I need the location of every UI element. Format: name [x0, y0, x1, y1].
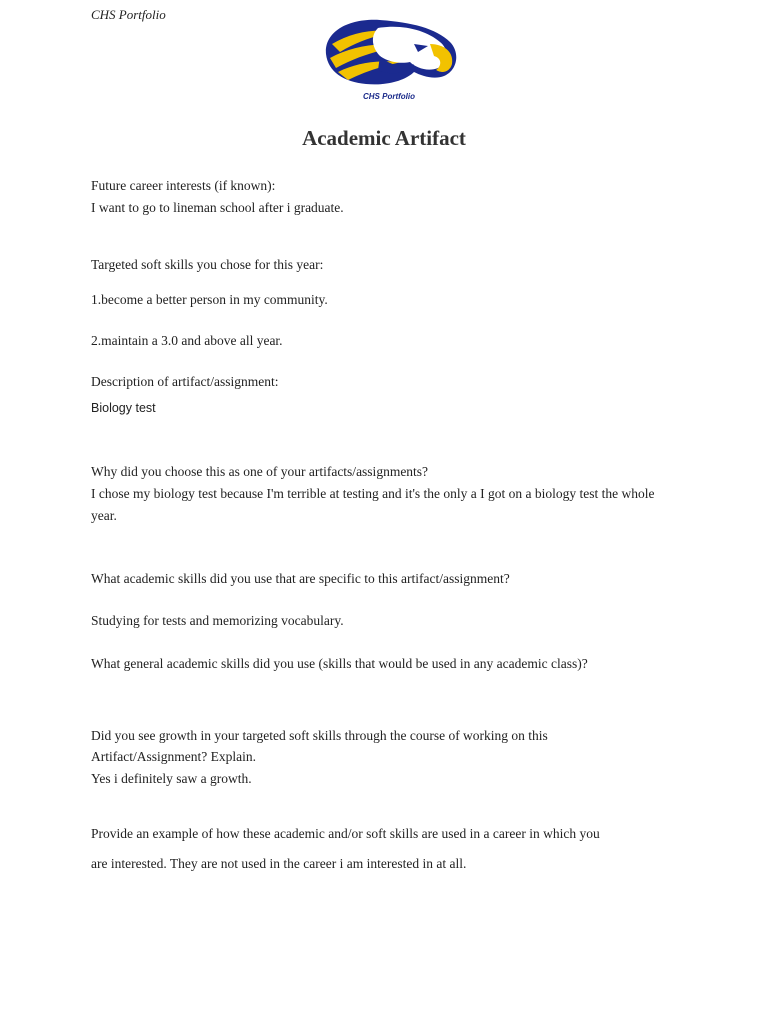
growth-question-line-2: Artifact/Assignment? Explain.: [91, 749, 256, 764]
soft-skill-2: 2.maintain a 3.0 and above all year.: [91, 333, 283, 348]
page-title: Academic Artifact: [302, 126, 466, 150]
growth-answer: Yes i definitely saw a growth.: [91, 771, 252, 786]
why-answer: I chose my biology test because I'm terrible at testing and it's the only a I got on a biology test the whole year.: [91, 486, 655, 523]
general-skills-question: What general academic skills did you use (skills that would be used in any academic class)?: [91, 656, 588, 671]
specific-skills-question: What academic skills did you use that are specific to this artifact/assignment?: [91, 571, 510, 586]
eagle-logo-icon: [318, 14, 460, 92]
soft-skill-1: 1.become a better person in my community.: [91, 292, 328, 307]
logo-caption: CHS Portfolio: [363, 92, 415, 101]
why-question: Why did you choose this as one of your artifacts/assignments?: [91, 464, 429, 479]
soft-skills-question: Targeted soft skills you chose for this year:: [91, 257, 324, 272]
school-logo: [318, 14, 460, 106]
example-question-line-1: Provide an example of how these academic and/or soft skills are used in a career in which you: [91, 826, 600, 841]
career-question: Future career interests (if known):: [91, 178, 276, 193]
example-question-line-2: are interested. They are not used in the career i am interested in at all.: [91, 856, 467, 871]
growth-question-line-1: Did you see growth in your targeted soft skills through the course of working on this: [91, 728, 548, 743]
description-answer: Biology test: [91, 401, 156, 415]
description-question: Description of artifact/assignment:: [91, 374, 279, 389]
career-answer: I want to go to lineman school after i graduate.: [91, 200, 344, 215]
specific-skills-answer: Studying for tests and memorizing vocabulary.: [91, 613, 344, 628]
running-header: CHS Portfolio: [91, 7, 166, 22]
